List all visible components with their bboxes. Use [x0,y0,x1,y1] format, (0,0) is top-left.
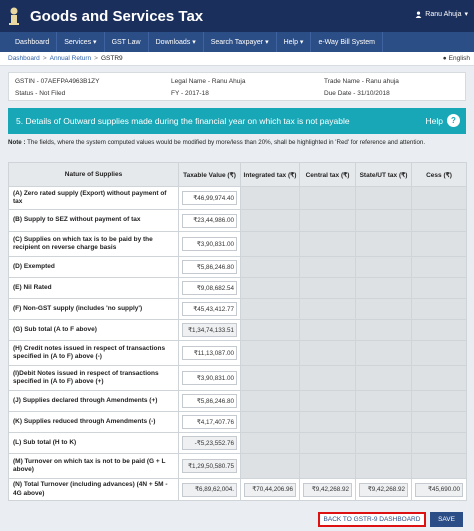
breadcrumb-separator: > [42,55,47,62]
col-header-state: State/UT tax (₹) [356,163,412,187]
table-row [9,187,467,210]
globe-icon: ● [442,55,447,62]
integrated-tax-readonly: ₹70,44,206.96 [244,483,296,497]
cess-readonly: ₹45,690.00 [415,483,463,497]
table-row [9,412,467,433]
row-label: (B) Supply to SEZ without payment of tax [9,210,179,232]
taxable-value-input[interactable]: ₹5,86,246.80 [182,260,237,274]
table-row [9,366,467,391]
taxable-value-readonly: ₹1,34,74,133.51 [182,323,237,337]
taxable-value-readonly: -₹5,23,552.76 [182,436,237,450]
table-row [9,320,467,341]
table-row [9,391,467,412]
taxable-value-input[interactable]: ₹45,43,412.77 [182,302,237,316]
state-tax-readonly: ₹9,42,268.92 [359,483,408,497]
col-header-nature: Nature of Supplies [9,163,179,187]
nav-downloads[interactable]: Downloads ▾ [149,32,204,52]
row-label: (N) Total Turnover (including advances) (4N + 5M - 4G above) [9,479,179,501]
table-row [9,341,467,366]
taxable-value-input[interactable]: ₹9,08,682.54 [182,281,237,295]
taxable-value-input[interactable]: ₹4,17,407.76 [182,415,237,429]
row-label: (L) Sub total (H to K) [9,433,179,454]
chevron-down-icon: ▾ [464,11,468,18]
col-header-central: Central tax (₹) [300,163,356,187]
language-label: English [448,55,470,62]
row-label: (K) Supplies reduced through Amendments (-) [9,412,179,433]
user-name: Ranu Ahuja [425,10,462,18]
taxable-value-readonly: ₹1,29,50,580.75 [182,459,237,473]
table-row [9,257,467,278]
nav-eway-bill[interactable]: e-Way Bill System [311,32,383,52]
section-header [8,108,466,134]
taxable-value-input[interactable]: ₹23,44,986.00 [182,214,237,228]
legal-name-text: Legal Name - Ranu Ahuja [171,78,246,85]
nav-dashboard[interactable]: Dashboard [8,32,57,52]
taxable-value-input[interactable]: ₹3,90,831.00 [182,371,237,385]
col-header-taxable: Taxable Value (₹) [179,163,241,187]
supplies-table [8,162,467,501]
breadcrumb-annual-return[interactable]: Annual Return [49,55,92,62]
taxable-value-input[interactable]: ₹11,13,087.00 [182,346,237,360]
user-icon [415,11,422,18]
note-prefix: Note : [8,139,26,146]
row-label: (A) Zero rated supply (Export) without payment of tax [9,187,179,210]
due-date-text: Due Date - 31/10/2018 [324,90,390,97]
taxable-value-input[interactable]: ₹46,99,974.40 [182,191,237,205]
central-tax-readonly: ₹9,42,268.92 [303,483,352,497]
table-row [9,210,467,232]
table-row [9,232,467,257]
section-title: 5. Details of Outward supplies made during the financial year on which tax is not payable [16,116,350,126]
table-row [9,278,467,299]
back-to-dashboard-button[interactable]: BACK TO GSTR-9 DASHBOARD [318,512,426,527]
row-label: (M) Turnover on which tax is not to be paid (G + L above) [9,454,179,479]
status-text: Status - Not Filed [15,90,66,97]
main-nav [0,32,474,52]
note-text [8,139,466,146]
site-title: Goods and Services Tax [30,7,204,25]
row-label: (G) Sub total (A to F above) [9,320,179,341]
nav-gst-law[interactable]: GST Law [105,32,149,52]
table-row [9,454,467,479]
taxable-value-input[interactable]: ₹3,90,831.00 [182,237,237,251]
row-label: (D) Exempted [9,257,179,278]
nav-services[interactable]: Services ▾ [57,32,104,52]
help-link[interactable] [426,114,460,127]
row-label: (I)Debit Notes issued in respect of transactions specified in (A to F) above (+) [9,366,179,391]
table-row [9,479,467,501]
help-label: Help [425,115,443,126]
table-row [9,299,467,320]
col-header-cess: Cess (₹) [412,163,467,187]
row-label: (C) Supplies on which tax is to be paid by the recipient on reverse charge basis [9,232,179,257]
row-label: (E) Nil Rated [9,278,179,299]
note-body: The fields, where the system computed values would be modified by more/less than 20%, shall be highlighted in 'Red' for reference and attention. [27,139,426,146]
table-header-row [9,163,467,187]
row-label: (J) Supplies declared through Amendments (+) [9,391,179,412]
gstin-text: GSTIN - 07AEFPA4963B1ZY [15,78,100,85]
taxpayer-info-panel [8,72,466,101]
breadcrumb-current: GSTR9 [100,55,123,62]
row-label: (F) Non-GST supply (includes 'no supply') [9,299,179,320]
footer-actions [0,506,474,531]
header-bar [0,0,474,32]
breadcrumb-separator: > [94,55,98,62]
trade-name-text: Trade Name - Ranu ahuja [324,78,399,85]
col-header-integrated: Integrated tax (₹) [241,163,300,187]
language-selector[interactable] [443,55,470,62]
breadcrumb-dashboard[interactable]: Dashboard [8,55,40,62]
breadcrumb [0,52,474,66]
save-button[interactable]: SAVE [430,512,463,527]
user-menu[interactable] [415,10,468,18]
table-row [9,433,467,454]
supplies-table-wrapper [8,162,466,501]
taxable-value-readonly: ₹6,89,62,004. [182,483,237,497]
fy-text: FY - 2017-18 [171,90,209,97]
help-icon: ? [447,114,460,127]
row-label: (H) Credit notes issued in respect of transactions specified in (A to F) above (-) [9,341,179,366]
nav-search-taxpayer[interactable]: Search Taxpayer ▾ [204,32,277,52]
taxable-value-input[interactable]: ₹5,86,246.80 [182,394,237,408]
nav-help[interactable]: Help ▾ [277,32,312,52]
emblem-icon [6,5,22,27]
